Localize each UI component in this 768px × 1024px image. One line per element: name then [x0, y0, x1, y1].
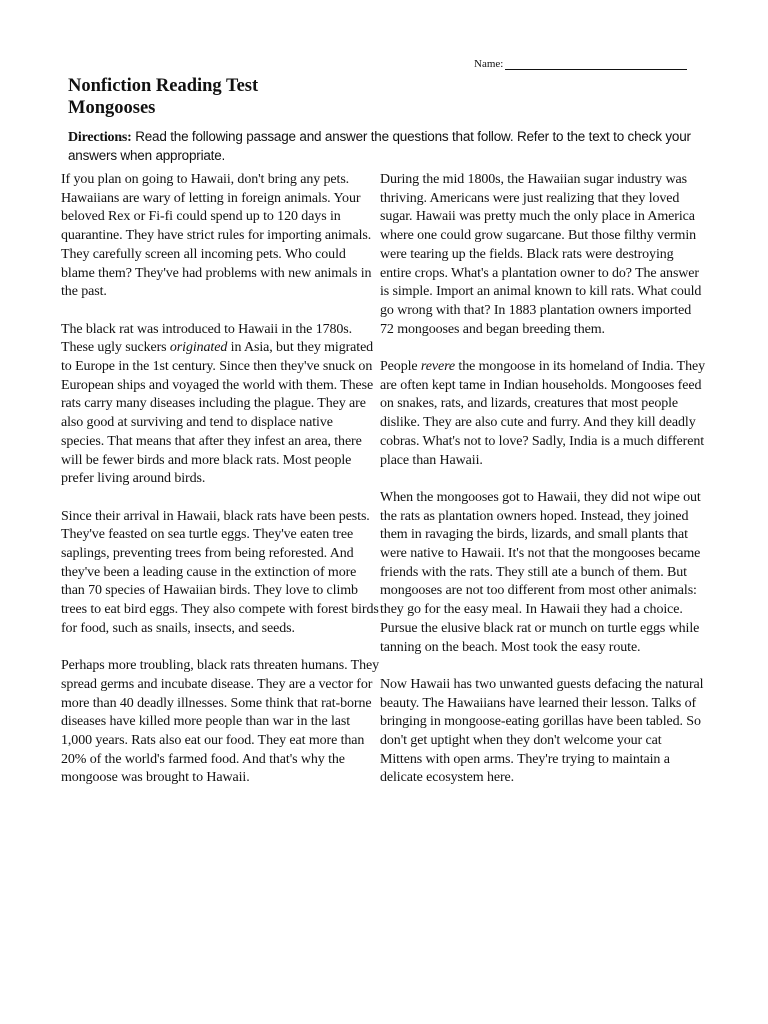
passage-column-right: [380, 171, 706, 807]
page-title: [68, 75, 258, 119]
passage-column-left: [61, 171, 379, 807]
passage-title: Mongooses: [68, 98, 156, 118]
directions: [68, 128, 708, 164]
paragraph-3: Since their arrival in Hawaii, black rats have been pests. They've feasted on sea turtle eggs. They've eaten tree saplings, preventing trees from being reforested. And they've been a leading cause in the extinction of more than 70 species of Hawaiian birds. They love to climb trees to eat bird eggs. They also compete with forest birds for food, such as snails, insects, and seeds.: [61, 508, 379, 636]
paragraph-2-text-a: The black rat was introduced to Hawaii in the 1780s. These ugly suckers: [61, 321, 353, 356]
directions-label: Directions:: [68, 130, 132, 145]
paragraph-1: If you plan on going to Hawaii, don't bring any pets. Hawaiians are wary of letting in foreign animals. Your beloved Rex or Fi-fi could spend up to 120 days in quarantine. They have strict rules for importing animals. They carefully screen all incoming pets. Who could blame them? They've had problems with new animals in the past.: [61, 172, 372, 300]
paragraph-6-text-a: People: [380, 359, 421, 375]
paragraph-6: [380, 358, 706, 470]
vocab-revere: revere: [420, 359, 456, 375]
paragraph-2-text-b: in Asia, but they migrated to Europe in the 1st century. Since then they've snuck on European ships and voyaged the world with them. These rats carry many diseases including the plague. They are also good at surviving and tend to displace native species. That means that after they infest an area, there will be fewer birds and more black rats. Most people prefer living around birds.: [61, 340, 374, 487]
name-blank-line: [505, 57, 687, 70]
paragraph-2: [61, 321, 379, 489]
paragraph-7: When the mongooses got to Hawaii, they did not wipe out the rats as plantation owners hoped. Instead, they joined them in ravaging the birds, lizards, and small plants that were native to Hawaii. It's not that the mongooses became friends with the rats. They still ate a bunch of them. But mongooses are not too different from most other animals: they go for the easy meal. In Hawaii they had a choice. Pursue the elusive black rat or munch on turtle eggs while tanning on the beach. Most took the easy route.: [380, 489, 701, 655]
name-field: [474, 57, 687, 70]
name-label: Name:: [474, 58, 504, 70]
paragraph-6-text-b: the mongoose in its homeland of India. They are often kept tame in Indian households. Mongooses feed on snakes, rats, and lizards, creatures that most people dislike. They are also cute and furry. And they kill deadly cobras. What's not to love? Sadly, India is a much different place than Hawaii.: [380, 359, 706, 468]
paragraph-5: During the mid 1800s, the Hawaiian sugar industry was thriving. Americans were just realizing that they loved sugar. Hawaii was pretty much the only place in America where one could grow sugarcane. But those filthy vermin were tearing up the fields. Black rats were destroying entire crops. What's a plantation owner to do? The answer is simple. Import an animal known to kill rats. What could go wrong with that? In 1883 plantation owners imported 72 mongooses and began breeding them.: [380, 172, 702, 337]
vocab-originated: originated: [169, 340, 228, 356]
paragraph-4: Perhaps more troubling, black rats threaten humans. They spread germs and incubate disease. They are a vector for more than 40 deadly illnesses. Some think that rat-borne diseases have killed more people than war in the last 1,000 years. Rats also eat our food. They eat more than 20% of the world's farmed food. And that's why the mongoose was brought to Hawaii.: [61, 658, 380, 786]
paragraph-8: Now Hawaii has two unwanted guests defacing the natural beauty. The Hawaiians have learned their lesson. Talks of bringing in mongoose-eating gorillas have been tabled. So don't get uptight when they don't welcome your cat Mittens with open arms. They're trying to maintain a delicate ecosystem here.: [380, 676, 704, 786]
directions-text: Read the following passage and answer the questions that follow. Refer to the text to check your answers when appropriate.: [68, 129, 691, 163]
test-title: Nonfiction Reading Test: [68, 76, 259, 96]
